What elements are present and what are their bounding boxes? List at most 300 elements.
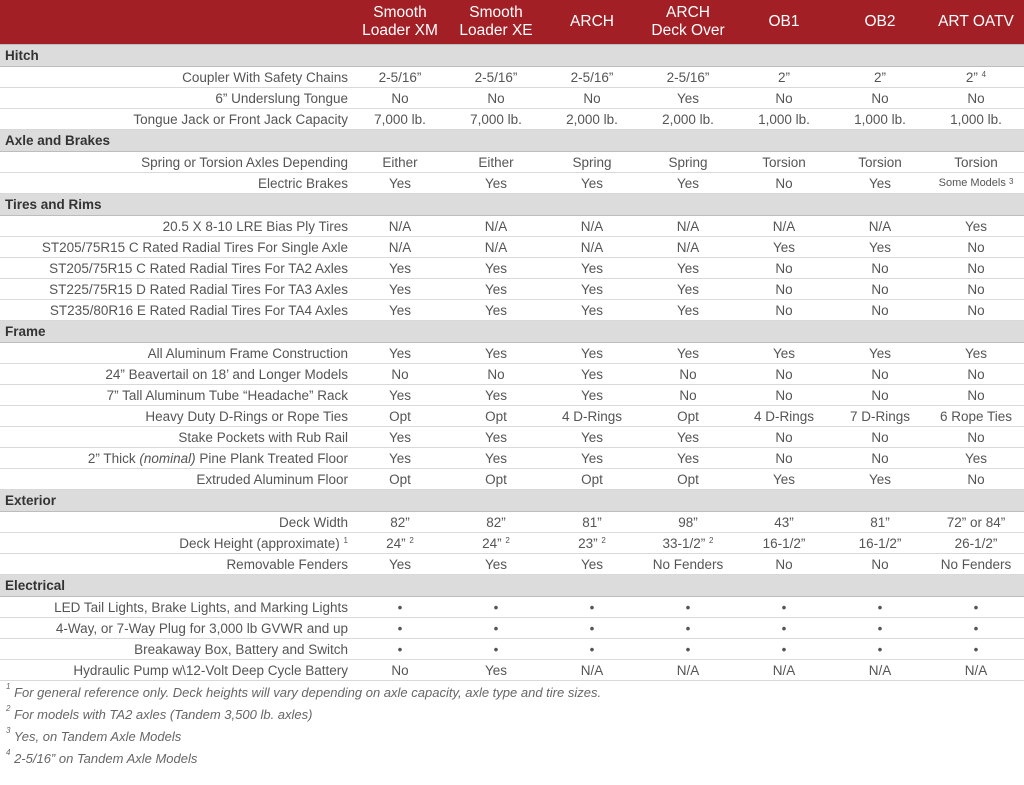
row-label-text: LED Tail Lights, Brake Lights, and Marking Lights: [54, 599, 348, 615]
value-cell: [928, 427, 1024, 448]
row-label-text: ST225/75R15 D Rated Radial Tires For TA3 Axles: [49, 281, 348, 297]
row-label-text: Coupler With Safety Chains: [182, 69, 348, 85]
cell-value: N/A: [964, 662, 988, 678]
cell-value: Yes: [388, 345, 412, 361]
cell-value: Yes: [484, 260, 508, 276]
cell-value: 98”: [678, 514, 698, 530]
row-label-text: Breakaway Box, Battery and Switch: [134, 641, 348, 657]
cell-value: No: [871, 387, 889, 403]
cell-value: •: [973, 620, 979, 636]
cell-value: •: [589, 620, 595, 636]
value-cell: [544, 448, 640, 469]
value-cell: [832, 512, 928, 533]
row-label: [0, 67, 352, 88]
cell-value: 1,000 lb.: [758, 111, 810, 127]
section-row: [0, 194, 1024, 216]
row-label: [0, 660, 352, 681]
value-cell: [448, 660, 544, 681]
table-row: [0, 258, 1024, 279]
value-cell: [736, 216, 832, 237]
bullet-cell: [928, 639, 1024, 660]
value-cell: [352, 279, 448, 300]
value-cell: [736, 533, 832, 554]
footnote: [0, 726, 1024, 748]
cell-value: •: [493, 599, 499, 615]
value-cell: [736, 385, 832, 406]
bullet-cell: [544, 618, 640, 639]
footnote-ref: 1: [343, 535, 348, 545]
row-label-text: ST205/75R15 C Rated Radial Tires For Single Axle: [41, 239, 348, 255]
cell-value: •: [781, 620, 787, 636]
bullet-cell: [448, 597, 544, 618]
cell-value: No: [583, 90, 601, 106]
value-cell: [832, 216, 928, 237]
cell-value: No: [967, 366, 985, 382]
header-row: [0, 0, 1024, 45]
footnote: [0, 682, 1024, 704]
value-cell: [832, 533, 928, 554]
cell-value: 7,000 lb.: [374, 111, 426, 127]
value-cell: [928, 237, 1024, 258]
cell-value: Torsion: [762, 154, 806, 170]
row-label-text: 4-Way, or 7-Way Plug for 3,000 lb GVWR and up: [55, 620, 348, 636]
cell-value: •: [589, 599, 595, 615]
row-label: [0, 469, 352, 490]
cell-value: 1,000 lb.: [854, 111, 906, 127]
value-cell: [448, 173, 544, 194]
value-cell: [736, 406, 832, 427]
value-cell: [448, 88, 544, 109]
value-cell: [736, 364, 832, 385]
section-title: Hitch: [0, 45, 1024, 67]
value-cell: [928, 300, 1024, 321]
value-cell: [544, 660, 640, 681]
table-row: [0, 67, 1024, 88]
value-cell: [352, 364, 448, 385]
value-cell: [640, 88, 736, 109]
cell-value: •: [397, 599, 403, 615]
table-row: [0, 216, 1024, 237]
cell-value: No: [871, 366, 889, 382]
section-title: Tires and Rims: [0, 194, 1024, 216]
value-cell: [736, 67, 832, 88]
cell-value: Yes: [580, 260, 604, 276]
row-label: [0, 448, 352, 469]
value-cell: [832, 343, 928, 364]
cell-value: No: [391, 662, 409, 678]
cell-value: No: [775, 366, 793, 382]
cell-value: N/A: [772, 662, 796, 678]
value-cell: [832, 88, 928, 109]
cell-value: 24”: [482, 535, 502, 551]
value-cell: [448, 152, 544, 173]
row-label-text: Spring or Torsion Axles Depending: [141, 154, 348, 170]
cell-value: No: [967, 281, 985, 297]
row-label: [0, 279, 352, 300]
value-cell: [640, 279, 736, 300]
value-cell: [928, 533, 1024, 554]
row-label: [0, 216, 352, 237]
value-cell: [448, 512, 544, 533]
cell-value: 81”: [870, 514, 890, 530]
cell-value: N/A: [580, 662, 604, 678]
row-label-text: Removable Fenders: [226, 556, 348, 572]
cell-value: Yes: [676, 90, 700, 106]
section-title: Frame: [0, 321, 1024, 343]
cell-value: Some Models: [938, 177, 1006, 189]
table-row: [0, 237, 1024, 258]
bullet-cell: [448, 639, 544, 660]
value-cell: [352, 469, 448, 490]
cell-value: Yes: [388, 302, 412, 318]
value-cell: [544, 300, 640, 321]
value-cell: [832, 469, 928, 490]
table-row: [0, 448, 1024, 469]
value-cell: [640, 109, 736, 130]
value-cell: [832, 237, 928, 258]
value-cell: [448, 216, 544, 237]
cell-value: No Fenders: [652, 556, 724, 572]
cell-value: Yes: [772, 345, 796, 361]
row-label: [0, 533, 352, 554]
value-cell: [640, 554, 736, 575]
cell-value: Yes: [580, 429, 604, 445]
value-cell: [640, 300, 736, 321]
value-cell: [448, 427, 544, 448]
cell-value: Yes: [388, 175, 412, 191]
value-cell: [448, 109, 544, 130]
value-cell: [544, 216, 640, 237]
value-cell: [928, 512, 1024, 533]
column-header: ARCH: [544, 0, 640, 45]
cell-value: 81”: [582, 514, 602, 530]
row-label-text: Deck Width: [278, 514, 348, 530]
cell-value: Yes: [388, 450, 412, 466]
cell-value: Yes: [964, 345, 988, 361]
cell-value: No: [775, 450, 793, 466]
value-cell: [736, 258, 832, 279]
bullet-cell: [832, 639, 928, 660]
value-cell: [544, 109, 640, 130]
value-cell: [928, 406, 1024, 427]
cell-value: No: [679, 387, 697, 403]
table-row: [0, 554, 1024, 575]
row-label: [0, 639, 352, 660]
value-cell: [928, 109, 1024, 130]
value-cell: [544, 67, 640, 88]
table-row: [0, 660, 1024, 681]
cell-value: No: [775, 260, 793, 276]
value-cell: [448, 364, 544, 385]
cell-value: Yes: [676, 345, 700, 361]
row-label-text: Stake Pockets with Rub Rail: [178, 429, 348, 445]
cell-value: 16-1/2”: [762, 535, 806, 551]
row-label-text: 24” Beavertail on 18’ and Longer Models: [105, 366, 348, 382]
cell-value: Yes: [868, 175, 892, 191]
value-cell: [544, 469, 640, 490]
value-cell: [736, 554, 832, 575]
value-cell: [736, 279, 832, 300]
cell-value: Yes: [484, 662, 508, 678]
value-cell: [448, 279, 544, 300]
value-cell: [352, 448, 448, 469]
cell-value: Yes: [580, 387, 604, 403]
value-cell: [448, 554, 544, 575]
row-label-part: 2” Thick: [87, 450, 140, 466]
value-cell: [352, 216, 448, 237]
bullet-cell: [352, 597, 448, 618]
cell-value: Yes: [580, 366, 604, 382]
cell-value: •: [973, 641, 979, 657]
cell-value: •: [685, 641, 691, 657]
value-cell: [736, 469, 832, 490]
cell-value: No: [775, 387, 793, 403]
cell-value: No: [391, 366, 409, 382]
cell-value: Yes: [868, 239, 892, 255]
cell-value: 2,000 lb.: [566, 111, 618, 127]
value-cell: [544, 554, 640, 575]
value-cell: [736, 237, 832, 258]
cell-value: •: [397, 641, 403, 657]
value-cell: [928, 364, 1024, 385]
value-cell: [544, 173, 640, 194]
value-cell: [544, 152, 640, 173]
cell-value: No: [967, 387, 985, 403]
cell-value: No: [871, 556, 889, 572]
value-cell: [640, 258, 736, 279]
table-row: [0, 427, 1024, 448]
footnote-ref: 4: [981, 69, 987, 79]
row-label: [0, 554, 352, 575]
cell-value: N/A: [676, 662, 700, 678]
cell-value: No: [871, 429, 889, 445]
cell-value: No: [871, 281, 889, 297]
cell-value: Yes: [580, 281, 604, 297]
cell-value: 23”: [578, 535, 598, 551]
row-label: [0, 385, 352, 406]
cell-value: No: [967, 429, 985, 445]
row-label: [0, 597, 352, 618]
row-label: [0, 258, 352, 279]
value-cell: [736, 512, 832, 533]
section-row: [0, 130, 1024, 152]
cell-value: No: [967, 471, 985, 487]
cell-value: N/A: [484, 239, 508, 255]
footnotes: [0, 682, 1024, 770]
value-cell: [544, 364, 640, 385]
cell-value: No Fenders: [940, 556, 1012, 572]
cell-value: 4 D-Rings: [561, 408, 623, 424]
row-label: [0, 152, 352, 173]
value-cell: [640, 152, 736, 173]
bullet-cell: [352, 618, 448, 639]
cell-value: •: [781, 641, 787, 657]
value-cell: [448, 258, 544, 279]
cell-value: Yes: [388, 387, 412, 403]
bullet-cell: [736, 639, 832, 660]
value-cell: [352, 237, 448, 258]
cell-value: •: [877, 641, 883, 657]
value-cell: [928, 258, 1024, 279]
value-cell: [640, 448, 736, 469]
value-cell: [352, 67, 448, 88]
value-cell: [928, 152, 1024, 173]
value-cell: [640, 385, 736, 406]
value-cell: [352, 109, 448, 130]
value-cell: [448, 406, 544, 427]
cell-value: Yes: [772, 471, 796, 487]
value-cell: [832, 152, 928, 173]
value-cell: [640, 533, 736, 554]
value-cell: [448, 533, 544, 554]
value-cell: [928, 173, 1024, 194]
row-label-text: Tongue Jack or Front Jack Capacity: [133, 111, 348, 127]
cell-value: Opt: [581, 471, 603, 487]
cell-value: 2-5/16”: [378, 69, 422, 85]
cell-value: N/A: [676, 239, 700, 255]
section-row: [0, 575, 1024, 597]
value-cell: [928, 469, 1024, 490]
value-cell: [832, 300, 928, 321]
cell-value: 2”: [777, 69, 790, 85]
footnote-ref: 2: [601, 535, 606, 545]
table-row: [0, 385, 1024, 406]
value-cell: [448, 67, 544, 88]
cell-value: Opt: [677, 408, 699, 424]
row-label: [0, 406, 352, 427]
table-row: [0, 533, 1024, 554]
cell-value: Yes: [484, 281, 508, 297]
table-row: [0, 300, 1024, 321]
cell-value: Either: [478, 154, 514, 170]
value-cell: [832, 364, 928, 385]
value-cell: [736, 152, 832, 173]
value-cell: [352, 173, 448, 194]
footnote: [0, 748, 1024, 770]
cell-value: N/A: [676, 218, 700, 234]
header-blank-cell: [0, 0, 352, 45]
table-body: [0, 45, 1024, 681]
cell-value: Yes: [484, 345, 508, 361]
column-header: ARCH Deck Over: [640, 0, 736, 45]
cell-value: 16-1/2”: [858, 535, 902, 551]
cell-value: •: [877, 620, 883, 636]
cell-value: Spring: [668, 154, 708, 170]
table-row: [0, 597, 1024, 618]
value-cell: [640, 660, 736, 681]
value-cell: [352, 512, 448, 533]
value-cell: [448, 469, 544, 490]
cell-value: N/A: [580, 218, 604, 234]
footnote-text: For general reference only. Deck heights will vary depending on axle capacity, axle type and tire sizes.: [10, 685, 602, 700]
cell-value: 24”: [386, 535, 406, 551]
value-cell: [832, 279, 928, 300]
cell-value: Yes: [388, 429, 412, 445]
cell-value: 33-1/2”: [662, 535, 706, 551]
cell-value: 2”: [965, 69, 978, 85]
cell-value: No: [871, 302, 889, 318]
value-cell: [352, 660, 448, 681]
row-label-part: (nominal): [139, 450, 196, 466]
cell-value: Opt: [485, 408, 507, 424]
cell-value: 2,000 lb.: [662, 111, 714, 127]
cell-value: Yes: [964, 218, 988, 234]
value-cell: [448, 385, 544, 406]
value-cell: [544, 533, 640, 554]
value-cell: [352, 343, 448, 364]
cell-value: No: [679, 366, 697, 382]
value-cell: [832, 67, 928, 88]
cell-value: No: [391, 90, 409, 106]
cell-value: No: [487, 366, 505, 382]
value-cell: [640, 469, 736, 490]
table-row: [0, 173, 1024, 194]
row-label-text: Deck Height (approximate): [179, 535, 340, 551]
cell-value: 7 D-Rings: [849, 408, 911, 424]
cell-value: N/A: [484, 218, 508, 234]
table-row: [0, 406, 1024, 427]
value-cell: [640, 67, 736, 88]
cell-value: Yes: [676, 260, 700, 276]
value-cell: [448, 448, 544, 469]
value-cell: [928, 343, 1024, 364]
row-label: [0, 173, 352, 194]
value-cell: [640, 216, 736, 237]
table-row: [0, 343, 1024, 364]
value-cell: [832, 427, 928, 448]
column-header: OB2: [832, 0, 928, 45]
cell-value: 82”: [390, 514, 410, 530]
value-cell: [736, 660, 832, 681]
bullet-cell: [928, 618, 1024, 639]
value-cell: [544, 343, 640, 364]
cell-value: Yes: [484, 175, 508, 191]
value-cell: [736, 109, 832, 130]
value-cell: [736, 300, 832, 321]
cell-value: Yes: [388, 556, 412, 572]
value-cell: [928, 385, 1024, 406]
row-label-text: Heavy Duty D-Rings or Rope Ties: [145, 408, 348, 424]
table-row: [0, 512, 1024, 533]
table-row: [0, 639, 1024, 660]
cell-value: 4 D-Rings: [753, 408, 815, 424]
row-label: [0, 427, 352, 448]
value-cell: [448, 343, 544, 364]
value-cell: [928, 279, 1024, 300]
value-cell: [544, 427, 640, 448]
cell-value: Yes: [772, 239, 796, 255]
cell-value: 2”: [873, 69, 886, 85]
cell-value: 2-5/16”: [666, 69, 710, 85]
cell-value: •: [493, 641, 499, 657]
value-cell: [640, 173, 736, 194]
cell-value: Yes: [580, 556, 604, 572]
cell-value: 82”: [486, 514, 506, 530]
cell-value: Opt: [485, 471, 507, 487]
cell-value: Yes: [484, 429, 508, 445]
value-cell: [832, 660, 928, 681]
table-row: [0, 618, 1024, 639]
bullet-cell: [832, 618, 928, 639]
cell-value: Yes: [964, 450, 988, 466]
cell-value: 1,000 lb.: [950, 111, 1002, 127]
bullet-cell: [448, 618, 544, 639]
value-cell: [352, 406, 448, 427]
table-row: [0, 152, 1024, 173]
cell-value: Opt: [389, 471, 411, 487]
value-cell: [736, 427, 832, 448]
cell-value: No: [775, 556, 793, 572]
